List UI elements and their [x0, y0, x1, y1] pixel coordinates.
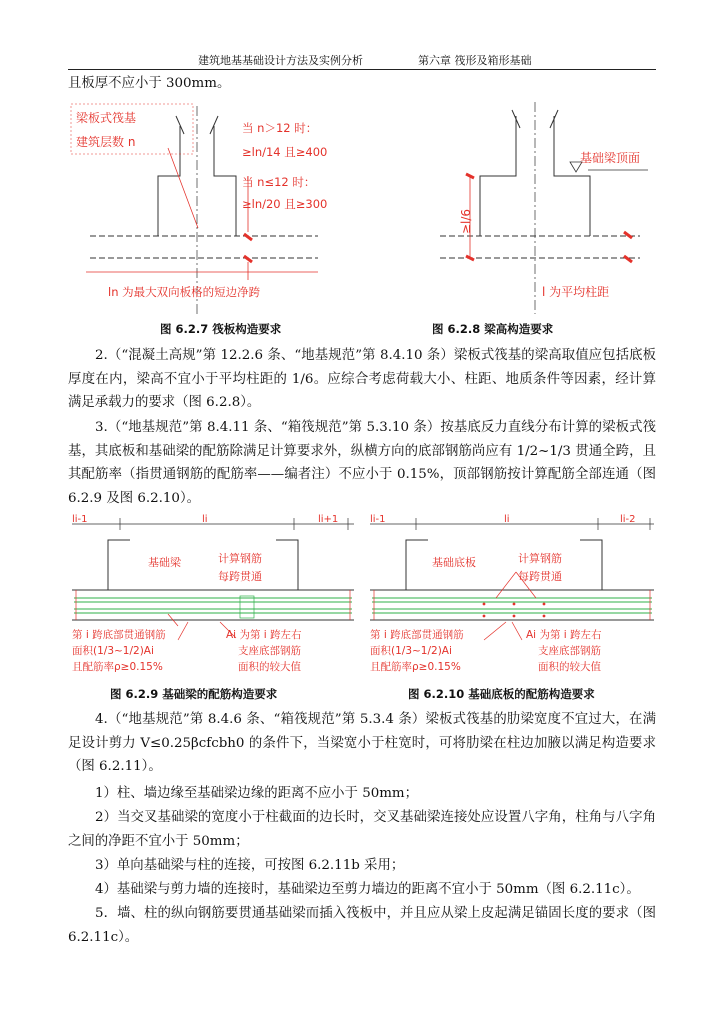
note-b2: ≥ln/20 且≥300 [242, 197, 328, 211]
label-calc2: 每跨贯通 [218, 570, 262, 583]
note-r1: Ai 为第 i 跨左右 [526, 629, 602, 641]
label-type: 梁板式筏基 [76, 111, 137, 125]
intro-line: 且板厚不应小于 300mm。 [68, 76, 231, 91]
caption-6-2-10: 图 6.2.10 基础底板的配筋构造要求 [408, 687, 595, 701]
page-header [68, 50, 656, 70]
label-calc2: 每跨贯通 [518, 570, 562, 583]
label-calc1: 计算钢筋 [518, 552, 562, 565]
note-span: ln 为最大双向板格的短边净跨 [108, 285, 261, 299]
span-left: li-1 [370, 514, 386, 525]
note-l2: 面积(1/3~1/2)Ai [370, 645, 452, 657]
label-floors: 建筑层数 n [76, 135, 136, 149]
note-r3: 面积的较大值 [538, 661, 601, 673]
figure-6-2-10 [366, 510, 658, 680]
note-l1: 第 i 跨底部贯通钢筋 [72, 629, 166, 641]
span-mid: li [504, 514, 510, 525]
item-3: 3）单向基础梁与柱的连接，可按图 6.2.11b 采用； [95, 858, 405, 873]
note-a1: 当 n＞12 时： [242, 121, 318, 135]
note-l1: 第 i 跨底部贯通钢筋 [370, 629, 464, 641]
note-r2: 支座底部钢筋 [538, 645, 601, 657]
label-height: ≥l/6 [459, 208, 473, 234]
caption-6-2-9: 图 6.2.9 基础梁的配筋构造要求 [110, 687, 278, 701]
label-beam: 基础梁 [148, 556, 181, 569]
span-right: li-2 [620, 514, 636, 525]
paragraph-3: 3.（“地基规范”第 8.4.11 条、“箱筏规范”第 5.3.10 条）按基底反力直线分布计算的梁板式筏基，其底板和基础梁的配筋除满足计算要求外，纵横方向的底部钢筋尚应有 1/2~1/3 贯通全跨，且其配筋率（指贯通钢筋的配筋率——编者注）不应小于 0.15%，顶部钢筋按计算配筋全部连通（图 6.2.9 及图 6.2.10）。 [68, 420, 656, 506]
figure-6-2-9 [68, 510, 358, 680]
book-title: 建筑地基基础设计方法及实例分析 [198, 54, 363, 67]
caption-6-2-8: 图 6.2.8 梁高构造要求 [432, 322, 554, 336]
caption-6-2-7: 图 6.2.7 筏板构造要求 [160, 322, 282, 336]
item-1: 1）柱、墙边缘至基础梁边缘的距离不应小于 50mm； [95, 786, 419, 801]
note-r3: 面积的较大值 [238, 661, 301, 673]
note-b1: 当 n≤12 时： [242, 175, 316, 189]
paragraph-4: 4.（“地基规范”第 8.4.6 条、“箱筏规范”第 5.3.4 条）梁板式筏基的肋梁宽度不宜过大，在满足设计剪力 V≤0.25βcfcbh0 的条件下，当梁宽小于柱宽时，可将肋梁在柱边加腋以满足构造要求（图 6.2.11）。 [68, 712, 656, 775]
note-a2: ≥ln/14 且≥400 [242, 145, 328, 159]
chapter-title: 第六章 筏形及箱形基础 [418, 54, 532, 67]
item-4: 4）基础梁与剪力墙的连接时，基础梁边至剪力墙边的距离不宜小于 50mm（图 6.2.11c）。 [95, 882, 640, 897]
note-r1: Ai 为第 i 跨左右 [226, 629, 302, 641]
item-2: 2）当交叉基础梁的宽度小于柱截面的边长时，交叉基础梁连接处应设置八字角，柱角与八字角之间的净距不宜小于 50mm； [68, 810, 656, 849]
span-left: li-1 [72, 514, 88, 525]
label-calc1: 计算钢筋 [218, 552, 262, 565]
paragraph-5: 5．墙、柱的纵向钢筋要贯通基础梁而插入筏板中，并且应从梁上皮起满足锚固长度的要求（图 6.2.11c）。 [68, 906, 656, 945]
label-top: 基础梁顶面 [580, 151, 641, 165]
paragraph-2: 2.（“混凝土高规”第 12.2.6 条、“地基规范”第 8.4.10 条）梁板式筏基的梁高取值应包括底板厚度在内，梁高不宜小于平均柱距的 1/6。应综合考虑荷载大小、柱距、地质条件等因素，经计算满足承载力的要求（图 6.2.8）。 [68, 348, 656, 411]
span-right: li+1 [318, 514, 339, 525]
note-r2: 支座底部钢筋 [238, 645, 301, 657]
label-span: l 为平均柱距 [542, 285, 610, 299]
note-l3: 且配筋率ρ≥0.15% [72, 661, 163, 673]
figure-6-2-7 [68, 96, 368, 318]
span-mid: li [202, 514, 208, 525]
label-slab: 基础底板 [432, 556, 476, 569]
figure-6-2-8 [420, 96, 660, 318]
note-l3: 且配筋率ρ≥0.15% [370, 661, 461, 673]
note-l2: 面积(1/3~1/2)Ai [72, 645, 154, 657]
